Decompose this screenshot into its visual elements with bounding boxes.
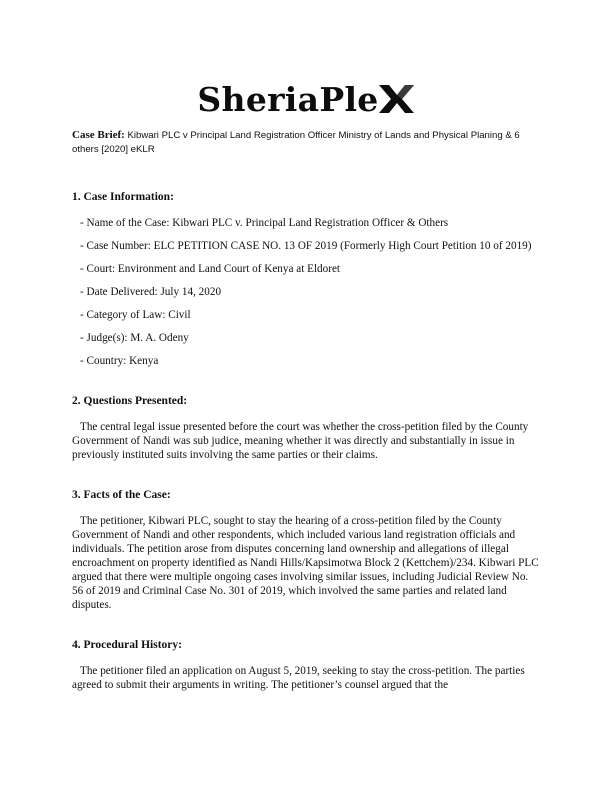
case-brief-header	[72, 128, 542, 157]
case-number-item: - Case Number: ELC PETITION CASE NO. 13 OF 2019 (Formerly High Court Petition 10 of 2019)	[80, 240, 532, 252]
court-item: - Court: Environment and Land Court of Kenya at Eldoret	[80, 263, 341, 275]
logo-wordmark: SheriaPle	[197, 80, 379, 119]
sheriaplex-logo	[0, 80, 612, 123]
section-heading: 1. Case Information:	[72, 191, 174, 203]
category-item: - Category of Law: Civil	[80, 309, 191, 321]
case-brief-title: Kibwari PLC v Principal Land Registration Officer Ministry of Lands and Physical Planing & 6 others [2020] eKLR	[72, 130, 520, 155]
logo-x-mark	[377, 83, 415, 123]
section-case-information	[72, 190, 540, 368]
date-delivered-item: - Date Delivered: July 14, 2020	[80, 286, 222, 298]
logo-x-icon	[377, 83, 415, 115]
case-name-item: - Name of the Case: Kibwari PLC v. Principal Land Registration Officer & Others	[80, 217, 449, 229]
judge-item: - Judge(s): M. A. Odeny	[80, 332, 189, 344]
section-heading: 3. Facts of the Case:	[72, 489, 171, 501]
questions-paragraph: The central legal issue presented before the court was whether the cross-petition filed by the County Government of Nandi was sub judice, meaning whether it was directly and substantially in issue in previously instituted suits involving the same parties or their claims.	[72, 421, 529, 461]
country-item: - Country: Kenya	[80, 355, 159, 367]
section-procedural-history	[72, 638, 540, 692]
case-brief-label: Case Brief:	[72, 129, 125, 141]
section-questions-presented	[72, 394, 540, 462]
facts-paragraph: The petitioner, Kibwari PLC, sought to stay the hearing of a cross-petition filed by the County Government of Nandi and other respondents, which included various land registration officials and individuals. The petition arose from disputes concerning land ownership and allegations of illegal encroachment on property identified as Nandi Hills/Kapsimotwa Block 2 (Kettchem)/234. Kibwari PLC argued that there were multiple ongoing cases involving similar issues, including Judicial Review No. 56 of 2019 and Criminal Case No. 301 of 2019, which involved the same parties and related land disputes.	[72, 515, 539, 611]
document-body	[72, 190, 540, 718]
section-heading: 4. Procedural History:	[72, 639, 182, 651]
section-heading: 2. Questions Presented:	[72, 395, 188, 407]
procedural-paragraph: The petitioner filed an application on August 5, 2019, seeking to stay the cross-petition. The parties agreed to submit their arguments in writing. The petitioner’s counsel argued that the	[72, 665, 525, 691]
section-facts	[72, 488, 540, 612]
